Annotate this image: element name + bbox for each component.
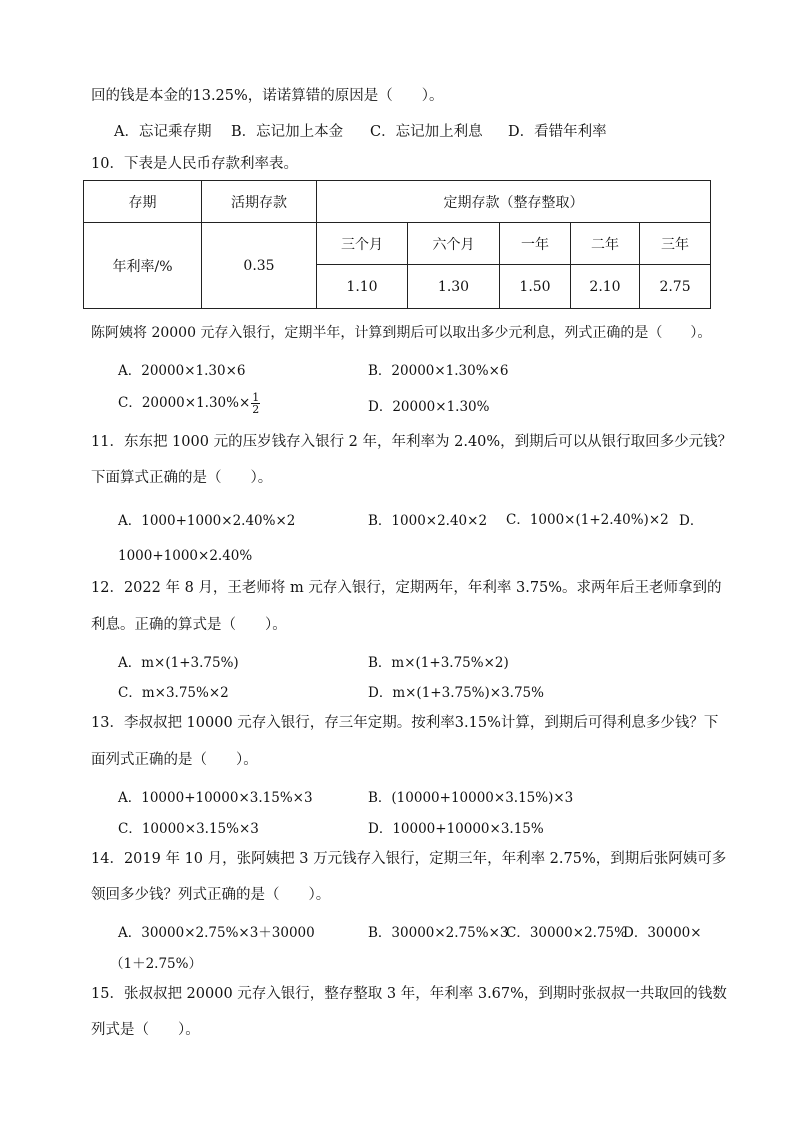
q10-option-c-text: C．20000×1.30%× xyxy=(118,395,251,411)
q9-stem-tail: 回的钱是本金的13.25%，诺诺算错的原因是（ ）。 xyxy=(91,88,444,104)
table-period-3y: 三年 xyxy=(640,223,711,265)
table-period-1y: 一年 xyxy=(500,223,571,265)
q13-stem-line1: 13．李叔叔把 10000 元存入银行，存三年定期。按利率3.15%计算，到期后可得利息多少钱？下 xyxy=(91,715,719,731)
q13-option-a[interactable]: A．10000+10000×3.15%×3 xyxy=(118,790,313,806)
table-rate-6m: 1.30 xyxy=(408,265,500,309)
q12-stem-line2: 利息。正确的算式是（ ）。 xyxy=(91,617,287,633)
table-rate-3m: 1.10 xyxy=(317,265,408,309)
table-rate-3y: 2.75 xyxy=(640,265,711,309)
q9-option-c[interactable]: C．忘记加上利息 xyxy=(370,124,483,140)
q14-option-d[interactable]: D．30000× xyxy=(623,925,702,941)
q10-option-b[interactable]: B．20000×1.30%×6 xyxy=(368,363,509,379)
deposit-rate-table xyxy=(83,180,711,309)
q14-option-c[interactable]: C．30000×2.75% xyxy=(506,925,627,941)
q11-option-b[interactable]: B．1000×2.40×2 xyxy=(368,513,488,529)
q10-option-a[interactable]: A．20000×1.30×6 xyxy=(118,363,246,379)
q10-option-d[interactable]: D．20000×1.30% xyxy=(368,399,490,415)
q12-option-a[interactable]: A．m×(1+3.75%) xyxy=(118,655,239,671)
q13-stem-line2: 面列式正确的是（ ）。 xyxy=(91,752,258,768)
q10-stem: 10．下表是人民币存款利率表。 xyxy=(91,156,298,172)
q9-option-b[interactable]: B．忘记加上本金 xyxy=(231,124,344,140)
table-rate-2y: 2.10 xyxy=(571,265,640,309)
q11-option-d-text[interactable]: 1000+1000×2.40% xyxy=(118,548,253,564)
table-period-2y: 二年 xyxy=(571,223,640,265)
table-header-term: 存期 xyxy=(84,181,202,223)
q14-stem-line2: 领回多少钱？列式正确的是（ ）。 xyxy=(91,887,331,903)
q14-stem-line1: 14．2019 年 10 月，张阿姨把 3 万元钱存入银行，定期三年，年利率 2.75%，到期后张阿姨可多 xyxy=(91,851,727,867)
q11-option-a[interactable]: A．1000+1000×2.40%×2 xyxy=(118,513,296,529)
q14-option-b[interactable]: B．30000×2.75%×3 xyxy=(368,925,509,941)
table-header-demand: 活期存款 xyxy=(202,181,317,223)
q11-stem-line1: 11．东东把 1000 元的压岁钱存入银行 2 年，年利率为 2.40%，到期后可以从银行取回多少元钱？ xyxy=(91,434,733,450)
q9-option-a[interactable]: A．忘记乘存期 xyxy=(114,124,212,140)
fraction-one-half: $\frac{1}{2}$ xyxy=(252,391,260,416)
q12-option-d[interactable]: D．m×(1+3.75%)×3.75% xyxy=(368,685,544,701)
q15-stem-line2: 列式是（ ）。 xyxy=(91,1022,200,1038)
q11-stem-line2: 下面算式正确的是（ ）。 xyxy=(91,470,273,486)
q14-option-d-cont[interactable]: （1＋2.75%） xyxy=(110,956,202,972)
q13-option-d[interactable]: D．10000+10000×3.15% xyxy=(368,821,544,837)
q11-option-c[interactable]: C．1000×(1+2.40%)×2 xyxy=(506,512,669,528)
q12-option-b[interactable]: B．m×(1+3.75%×2) xyxy=(368,655,509,671)
q13-option-b[interactable]: B．(10000+10000×3.15%)×3 xyxy=(368,790,574,806)
q14-option-a[interactable]: A．30000×2.75%×3＋30000 xyxy=(118,925,315,941)
table-row-label: 年利率/% xyxy=(84,223,202,309)
table-period-3m: 三个月 xyxy=(317,223,408,265)
q12-option-c[interactable]: C．m×3.75%×2 xyxy=(118,685,229,701)
q9-option-d[interactable]: D．看错年利率 xyxy=(508,124,607,140)
q11-option-d-label[interactable]: D． xyxy=(679,513,704,529)
q15-stem-line1: 15．张叔叔把 20000 元存入银行，整存整取 3 年，年利率 3.67%，到期时张叔叔一共取回的钱数 xyxy=(91,986,727,1002)
q10-option-c[interactable] xyxy=(118,392,260,415)
q12-stem-line1: 12．2022 年 8 月，王老师将 m 元存入银行，定期两年，年利率 3.75%。求两年后王老师拿到的 xyxy=(91,580,722,596)
q10-question: 陈阿姨将 20000 元存入银行，定期半年，计算到期后可以取出多少元利息，列式正确的是（ ）。 xyxy=(91,325,712,341)
table-rate-1y: 1.50 xyxy=(500,265,571,309)
q13-option-c[interactable]: C．10000×3.15%×3 xyxy=(118,821,259,837)
table-demand-rate: 0.35 xyxy=(202,223,317,309)
table-header-fixed: 定期存款（整存整取） xyxy=(317,181,711,223)
table-period-6m: 六个月 xyxy=(408,223,500,265)
